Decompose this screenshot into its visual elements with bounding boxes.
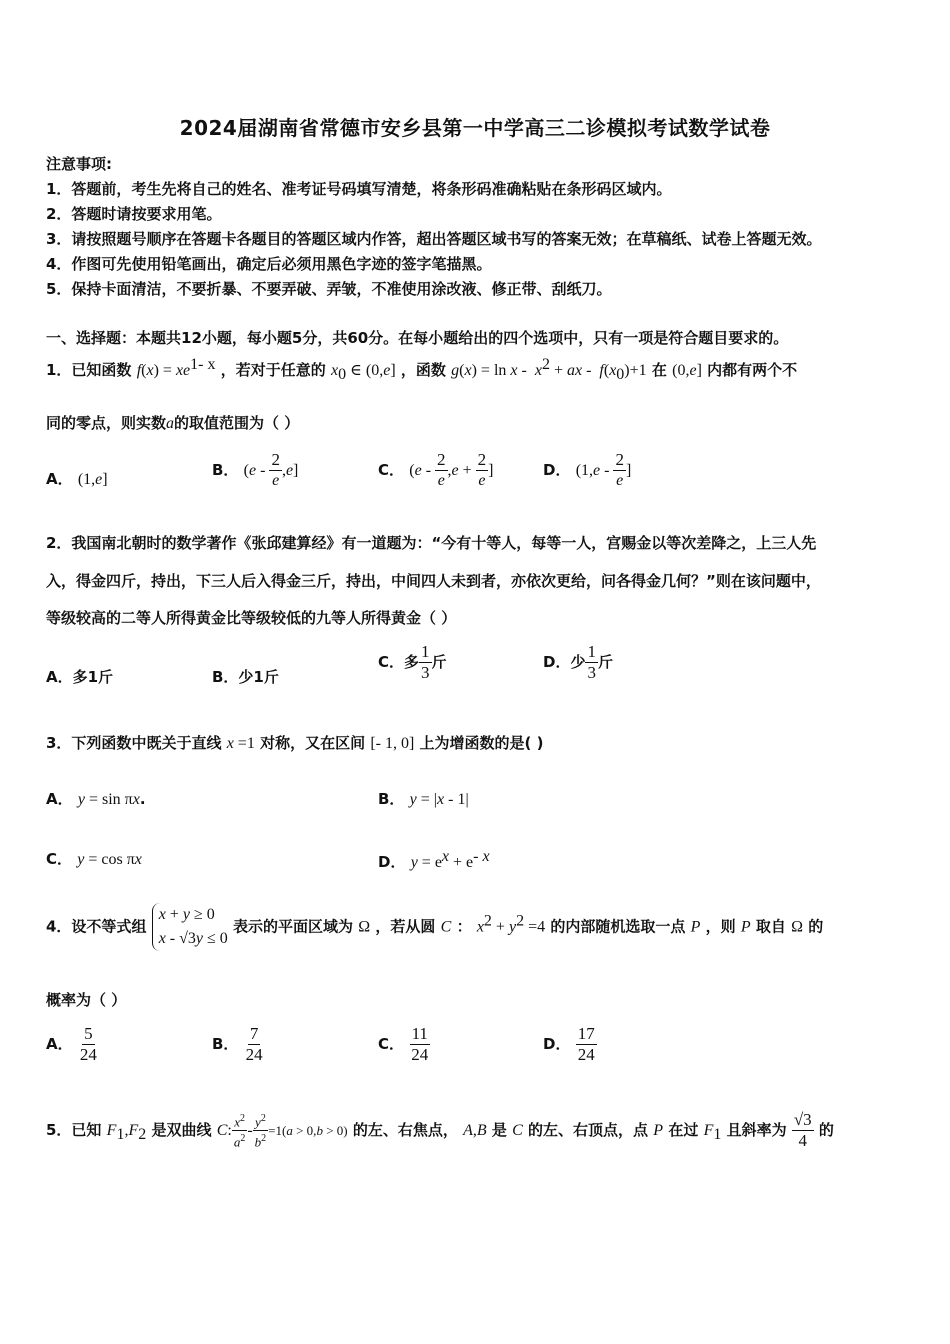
page-title: 2024届湖南省常德市安乡县第一中学高三二诊模拟考试数学试卷 bbox=[179, 116, 771, 140]
q3-option-d[interactable]: D． $y = e^x + e^{- x}$ bbox=[378, 848, 490, 871]
q2-option-a[interactable]: A．多1斤 bbox=[46, 668, 114, 686]
q2-option-c[interactable]: C．多 $\frac{1}{3}$ 斤 bbox=[378, 642, 447, 682]
q3-option-c[interactable]: C． y = cos πx bbox=[46, 850, 142, 868]
question-5-line-1: 5．已知 $F_1,F_2$ 是双曲线 C: $\frac{x^2}{a^2}$ - $\frac{y^2}{b^2}$ =1(a > 0,b > 0) 的左、右焦点， A,B 是 C 的左、右顶点，点 P 在过 $F_1$ 且斜率为 $\frac{√3}{4}$ 的 bbox=[46, 1110, 834, 1150]
q1-option-a[interactable]: A． (1,e] bbox=[46, 470, 108, 488]
q4-option-b[interactable]: B． $\frac{7}{24}$ bbox=[212, 1024, 263, 1064]
question-2-line-2: 入，得金四斤，持出，下三人后入得金三斤，持出，中间四人未到者，亦依次更给，问各得金几何？”则在该问题中， bbox=[46, 572, 821, 590]
question-4-line-1: 4．设不等式组 x + y ≥ 0 x - √3y ≤ 0 表示的平面区域为 Ω ，若从圆 C ： $x^2 + y^2 =4$ 的内部随机选取一点 P ，则 P 取自 Ω 的 bbox=[46, 903, 823, 951]
q1-option-c[interactable]: C． (e - $\frac{2}{e}$ ,e + $\frac{2}{e}$ ] bbox=[378, 450, 494, 489]
notice-item: 3．请按照题号顺序在答题卡各题目的答题区域内作答，超出答题区域书写的答案无效；在草稿纸、试卷上答题无效。 bbox=[46, 230, 822, 248]
question-2-line-1: 2．我国南北朝时的数学著作《张邱建算经》有一道题为：“今有十等人，每等一人，宫赐金以等次差降之，上三人先 bbox=[46, 534, 817, 552]
question-1-line-2: 同的零点，则实数a的取值范围为（ ） bbox=[46, 414, 300, 432]
notice-item: 4．作图可先使用铅笔画出，确定后必须用黑色字迹的签字笔描黑。 bbox=[46, 255, 492, 273]
q4-option-d[interactable]: D． $\frac{17}{24}$ bbox=[543, 1024, 595, 1064]
q1-option-d[interactable]: D． (1,e - $\frac{2}{e}$ ] bbox=[543, 450, 632, 489]
section-heading: 一、选择题：本题共12小题，每小题5分，共60分。在每小题给出的四个选项中，只有一项是符合题目要求的。 bbox=[46, 329, 789, 347]
math-expr: f bbox=[136, 362, 142, 379]
q2-option-b[interactable]: B．少1斤 bbox=[212, 668, 279, 686]
q2-option-d[interactable]: D．少 $\frac{1}{3}$ 斤 bbox=[543, 642, 613, 682]
q3-option-a[interactable]: A． y = sin πx. bbox=[46, 790, 146, 808]
notice-item: 2．答题时请按要求用笔。 bbox=[46, 205, 222, 223]
question-2-line-3: 等级较高的二等人所得黄金比等级较低的九等人所得黄金（ ） bbox=[46, 609, 457, 627]
notice-item: 5．保持卡面清洁，不要折暴、不要弄破、弄皱，不准使用涂改液、修正带、刮纸刀。 bbox=[46, 280, 612, 298]
q4-option-a[interactable]: A． $\frac{5}{24}$ bbox=[46, 1024, 97, 1064]
question-1-line-1: 1．已知函数 $f(x) = xe^{1- x}$ ，若对于任意的 $x_0$ ∈ (0,e] ，函数 $g(x) = \ln x - x^2$ + ax - $f(x_0)+1$ 在 (0,e] 内都有两个不 bbox=[46, 356, 798, 383]
q4-option-c[interactable]: C． $\frac{11}{24}$ bbox=[378, 1024, 429, 1064]
notice-item: 1．答题前，考生先将自己的姓名、准考证号码填写清楚，将条形码准确粘贴在条形码区域内。 bbox=[46, 180, 672, 198]
question-4-line-2: 概率为（ ） bbox=[46, 991, 127, 1009]
inequality-system: x + y ≥ 0 x - √3y ≤ 0 bbox=[152, 903, 228, 951]
q3-option-b[interactable]: B． y = |x - 1| bbox=[378, 790, 469, 808]
question-3-line-1: 3．下列函数中既关于直线 x =1 对称，又在区间 [- 1, 0] 上为增函数的是( ) bbox=[46, 734, 544, 752]
notice-heading: 注意事项: bbox=[46, 155, 112, 173]
q1-option-b[interactable]: B． (e - $\frac{2}{e}$ ,e] bbox=[212, 450, 299, 489]
